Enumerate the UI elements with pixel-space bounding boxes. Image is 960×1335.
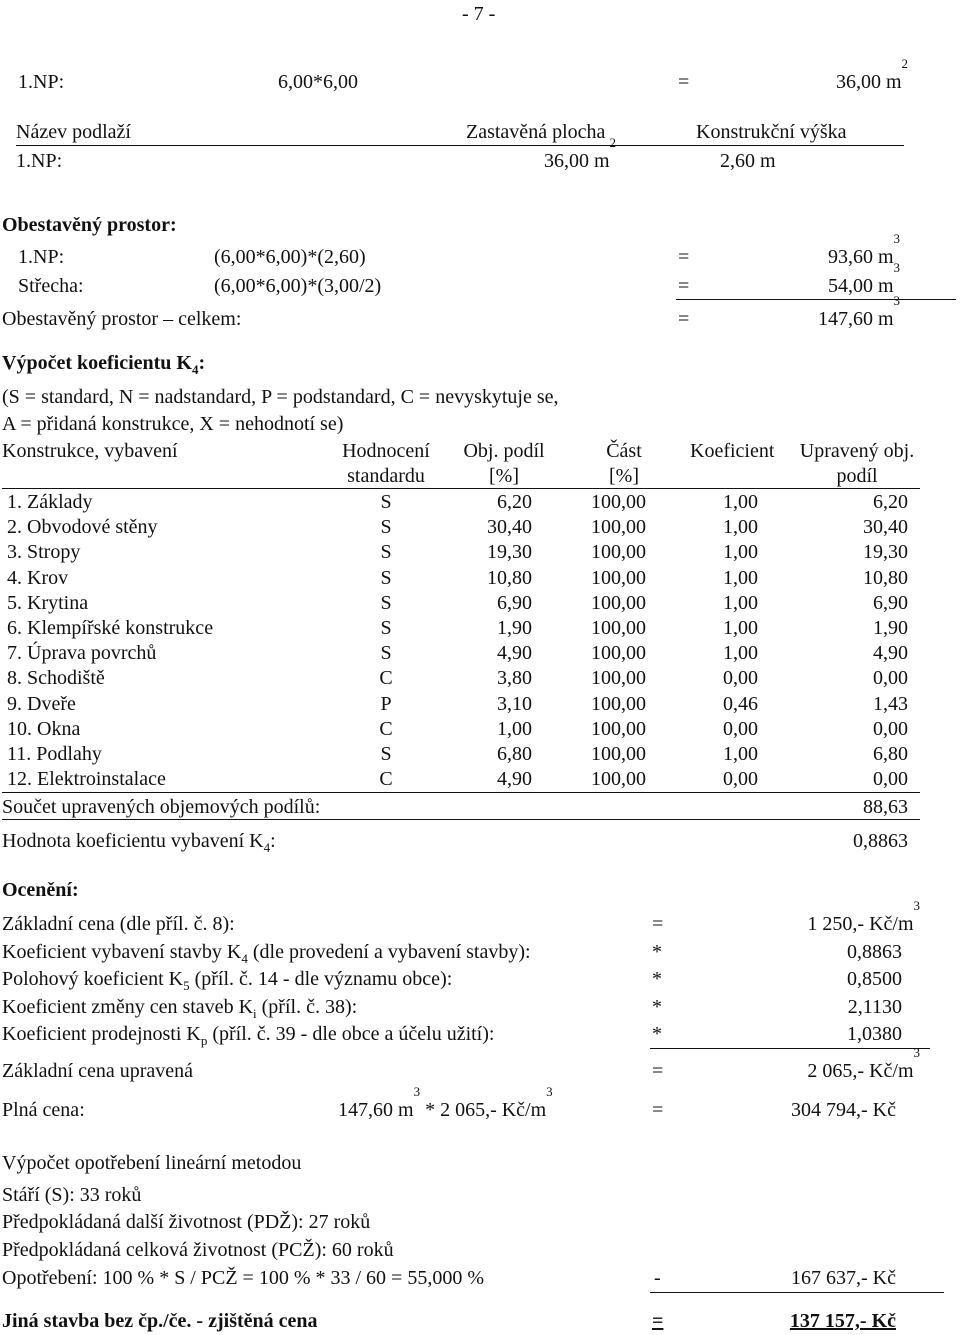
volume-row-label: Střecha: xyxy=(18,275,84,297)
k4-col-adjusted-2: podíl xyxy=(836,465,878,487)
adjusted-price-value: 2 065,- $Kč/m^3$ xyxy=(807,1045,920,1082)
volume-row-value: 54,00 $m^3$ xyxy=(827,260,900,297)
valuation-kp-label: Koeficient prodejnosti $K_p$ (příl. č. 39 - dle obce a účelu užití): xyxy=(2,1023,495,1048)
depreciation-wear-value: 167 637,- Kč xyxy=(791,1267,896,1289)
k4-col-part-2: [%] xyxy=(609,465,639,487)
valuation-k4-op: * xyxy=(652,941,662,963)
k4-cell-part: 100,00 xyxy=(591,541,646,563)
k4-sum-label: Součet upravených objemových podílů: xyxy=(2,796,321,818)
k4-cell-part: 100,00 xyxy=(591,768,646,790)
k4-cell-standard: S xyxy=(380,567,392,589)
floor-header-rule xyxy=(16,145,904,146)
full-price-formula: 147,60 $m^3 * 2$ 065,- $Kč/m^3$ xyxy=(338,1084,553,1121)
k4-cell-standard: P xyxy=(380,693,392,715)
k4-result-label: Hodnota koeficientu vybavení $K_4$: xyxy=(2,830,276,855)
valuation-kp-value: 1,0380 xyxy=(847,1023,902,1045)
k4-cell-name: 3. Stropy xyxy=(7,541,81,563)
valuation-k5-value: 0,8500 xyxy=(847,968,902,990)
k4-cell-part: 100,00 xyxy=(591,491,646,513)
adjusted-price-label: Základní cena upravená xyxy=(2,1060,194,1082)
floor-row-area: 36,00 $m^2$ xyxy=(543,135,616,172)
full-price-label: Plná cena: xyxy=(2,1099,85,1121)
k4-cell-coef: 1,00 xyxy=(723,743,758,765)
k4-cell-adjusted: 10,80 xyxy=(863,567,908,589)
valuation-ki-value: 2,1130 xyxy=(847,996,902,1018)
full-price-value: 304 794,- Kč xyxy=(791,1099,896,1121)
floor-header-name: Název podlaží xyxy=(16,121,131,143)
k4-cell-standard: S xyxy=(380,516,392,538)
k4-cell-name: 9. Dveře xyxy=(7,693,76,715)
valuation-k5-op: * xyxy=(652,968,662,990)
k4-cell-share: 1,00 xyxy=(497,718,532,740)
k4-cell-part: 100,00 xyxy=(591,516,646,538)
depreciation-wear-label: Opotřebení: 100 % * S / PCŽ = 100 % * 33 / 60 = 55,000 % xyxy=(2,1267,484,1289)
k4-result-value: 0,8863 xyxy=(853,830,908,852)
depreciation-age: Stáří (S): 33 roků xyxy=(2,1184,142,1206)
k4-cell-standard: S xyxy=(380,617,392,639)
k4-cell-name: 2. Obvodové stěny xyxy=(7,516,158,538)
k4-cell-share: 6,80 xyxy=(497,743,532,765)
k4-cell-adjusted: 6,90 xyxy=(873,592,908,614)
valuation-k5-label: Polohový koeficient $K_5$ (příl. č. 14 - dle významu obce): xyxy=(2,968,453,993)
k4-col-standard-2: standardu xyxy=(347,465,425,487)
full-price-op: = xyxy=(652,1099,664,1121)
depreciation-wear-op: - xyxy=(654,1267,661,1289)
floor-header-height: Konstrukční výška xyxy=(696,121,847,143)
k4-cell-standard: S xyxy=(380,592,392,614)
valuation-k4-value: 0,8863 xyxy=(847,941,902,963)
valuation-base-label: Základní cena (dle příl. č. 8): xyxy=(2,913,235,935)
k4-cell-adjusted: 6,80 xyxy=(873,743,908,765)
k4-cell-standard: S xyxy=(380,743,392,765)
k4-cell-part: 100,00 xyxy=(591,567,646,589)
k4-sum-underline xyxy=(2,819,920,820)
k4-cell-standard: C xyxy=(379,768,393,790)
volume-sum-rule xyxy=(676,299,956,300)
valuation-base-value: 1 250,- $Kč/m^3$ xyxy=(807,898,920,935)
k4-cell-name: 7. Úprava povrchů xyxy=(7,642,157,664)
k4-legend-line2: A = přidaná konstrukce, X = nehodnotí se) xyxy=(2,413,344,435)
k4-cell-adjusted: 19,30 xyxy=(863,541,908,563)
k4-col-share-2: [%] xyxy=(489,465,519,487)
depreciation-heading: Výpočet opotřebení lineární metodou xyxy=(2,1152,302,1174)
floor-header-area: Zastavěná plocha xyxy=(466,121,606,143)
k4-cell-coef: 1,00 xyxy=(723,516,758,538)
k4-cell-coef: 1,00 xyxy=(723,567,758,589)
volume-row-eq: = xyxy=(678,275,690,297)
k4-cell-share: 19,30 xyxy=(487,541,532,563)
valuation-base-op: = xyxy=(652,913,664,935)
k4-cell-standard: C xyxy=(379,667,393,689)
page-number: - 7 - xyxy=(462,3,496,25)
k4-cell-share: 4,90 xyxy=(497,642,532,664)
final-price-value: 137 157,- Kč xyxy=(789,1310,896,1332)
k4-cell-name: 10. Okna xyxy=(7,718,81,740)
k4-cell-part: 100,00 xyxy=(591,693,646,715)
k4-cell-share: 1,90 xyxy=(497,617,532,639)
k4-cell-coef: 1,00 xyxy=(723,491,758,513)
k4-legend-line1: (S = standard, N = nadstandard, P = podstandard, C = nevyskytuje se, xyxy=(2,386,559,408)
depreciation-remaining: Předpokládaná další životnost (PDŽ): 27 roků xyxy=(2,1211,371,1233)
k4-cell-share: 10,80 xyxy=(487,567,532,589)
k4-cell-name: 6. Klempířské konstrukce xyxy=(7,617,214,639)
k4-cell-name: 4. Krov xyxy=(7,567,69,589)
k4-cell-adjusted: 1,43 xyxy=(873,693,908,715)
k4-cell-part: 100,00 xyxy=(591,617,646,639)
valuation-product-rule xyxy=(650,1048,930,1049)
k4-cell-standard: S xyxy=(380,541,392,563)
k4-cell-coef: 1,00 xyxy=(723,642,758,664)
area-value: 36,00 $m^2$ xyxy=(835,56,908,93)
k4-cell-adjusted: 30,40 xyxy=(863,516,908,538)
k4-cell-adjusted: 1,90 xyxy=(873,617,908,639)
volume-row-eq: = xyxy=(678,246,690,268)
k4-cell-adjusted: 4,90 xyxy=(873,642,908,664)
k4-cell-part: 100,00 xyxy=(591,592,646,614)
volume-heading: Obestavěný prostor: xyxy=(2,214,177,236)
k4-cell-name: 11. Podlahy xyxy=(7,743,102,765)
adjusted-price-op: = xyxy=(652,1060,664,1082)
k4-cell-share: 3,80 xyxy=(497,667,532,689)
depreciation-total-life: Předpokládaná celková životnost (PCŽ): 60 roků xyxy=(2,1239,394,1261)
k4-header-rule xyxy=(2,488,920,489)
floor-row-name: 1.NP: xyxy=(16,150,63,172)
k4-cell-name: 5. Krytina xyxy=(7,592,89,614)
k4-cell-share: 3,10 xyxy=(497,693,532,715)
valuation-ki-label: Koeficient změny cen staveb $K_i$ (příl. č. 38): xyxy=(2,996,358,1021)
k4-cell-standard: S xyxy=(380,642,392,664)
k4-heading: Výpočet koeficientu $K_4$: xyxy=(2,352,206,377)
volume-row-value: 93,60 $m^3$ xyxy=(827,231,900,268)
k4-cell-share: 4,90 xyxy=(497,768,532,790)
k4-cell-standard: S xyxy=(380,491,392,513)
final-price-label: Jiná stavba bez čp./če. - zjištěná cena xyxy=(2,1310,318,1332)
k4-cell-part: 100,00 xyxy=(591,743,646,765)
k4-sum-rule xyxy=(2,792,920,793)
area-formula: 6,00*6,00 xyxy=(278,71,358,93)
k4-cell-name: 12. Elektroinstalace xyxy=(7,768,166,790)
volume-total-label: Obestavěný prostor – celkem: xyxy=(2,308,242,330)
valuation-kp-op: * xyxy=(652,1023,662,1045)
volume-row-label: 1.NP: xyxy=(18,246,65,268)
k4-cell-part: 100,00 xyxy=(591,718,646,740)
k4-col-adjusted: Upravený obj. xyxy=(799,440,915,462)
area-label: 1.NP: xyxy=(18,71,65,93)
k4-col-standard: Hodnocení xyxy=(342,440,430,462)
k4-cell-adjusted: 0,00 xyxy=(873,718,908,740)
k4-cell-share: 30,40 xyxy=(487,516,532,538)
volume-row-formula: (6,00*6,00)*(3,00/2) xyxy=(214,275,382,297)
k4-sum-value: 88,63 xyxy=(863,796,908,818)
k4-cell-name: 8. Schodiště xyxy=(7,667,105,689)
k4-cell-adjusted: 0,00 xyxy=(873,768,908,790)
k4-cell-coef: 1,00 xyxy=(723,541,758,563)
volume-total-eq: = xyxy=(678,308,690,330)
k4-cell-part: 100,00 xyxy=(591,667,646,689)
floor-row-height: 2,60 m xyxy=(720,150,776,172)
k4-cell-coef: 0,00 xyxy=(723,768,758,790)
k4-col-coef: Koeficient xyxy=(690,440,775,462)
k4-cell-part: 100,00 xyxy=(591,642,646,664)
final-price-op: = xyxy=(652,1310,664,1332)
k4-cell-coef: 0,00 xyxy=(723,667,758,689)
valuation-heading: Ocenění: xyxy=(2,879,79,901)
volume-total-value: 147,60 $m^3$ xyxy=(817,293,900,330)
k4-cell-share: 6,90 xyxy=(497,592,532,614)
k4-cell-coef: 1,00 xyxy=(723,592,758,614)
k4-col-share: Obj. podíl xyxy=(463,440,545,462)
volume-row-formula: (6,00*6,00)*(2,60) xyxy=(214,246,366,268)
k4-cell-standard: C xyxy=(379,718,393,740)
k4-cell-name: 1. Základy xyxy=(7,491,93,513)
k4-cell-coef: 0,46 xyxy=(723,693,758,715)
k4-cell-adjusted: 0,00 xyxy=(873,667,908,689)
depreciation-rule xyxy=(650,1292,944,1293)
k4-col-part: Část xyxy=(606,440,642,462)
k4-cell-coef: 0,00 xyxy=(723,718,758,740)
area-eq: = xyxy=(678,71,690,93)
k4-cell-share: 6,20 xyxy=(497,491,532,513)
valuation-k4-label: Koeficient vybavení stavby $K_4$ (dle provedení a vybavení stavby): xyxy=(2,941,531,966)
k4-cell-coef: 1,00 xyxy=(723,617,758,639)
valuation-ki-op: * xyxy=(652,996,662,1018)
k4-col-construction: Konstrukce, vybavení xyxy=(2,440,178,462)
k4-cell-adjusted: 6,20 xyxy=(873,491,908,513)
